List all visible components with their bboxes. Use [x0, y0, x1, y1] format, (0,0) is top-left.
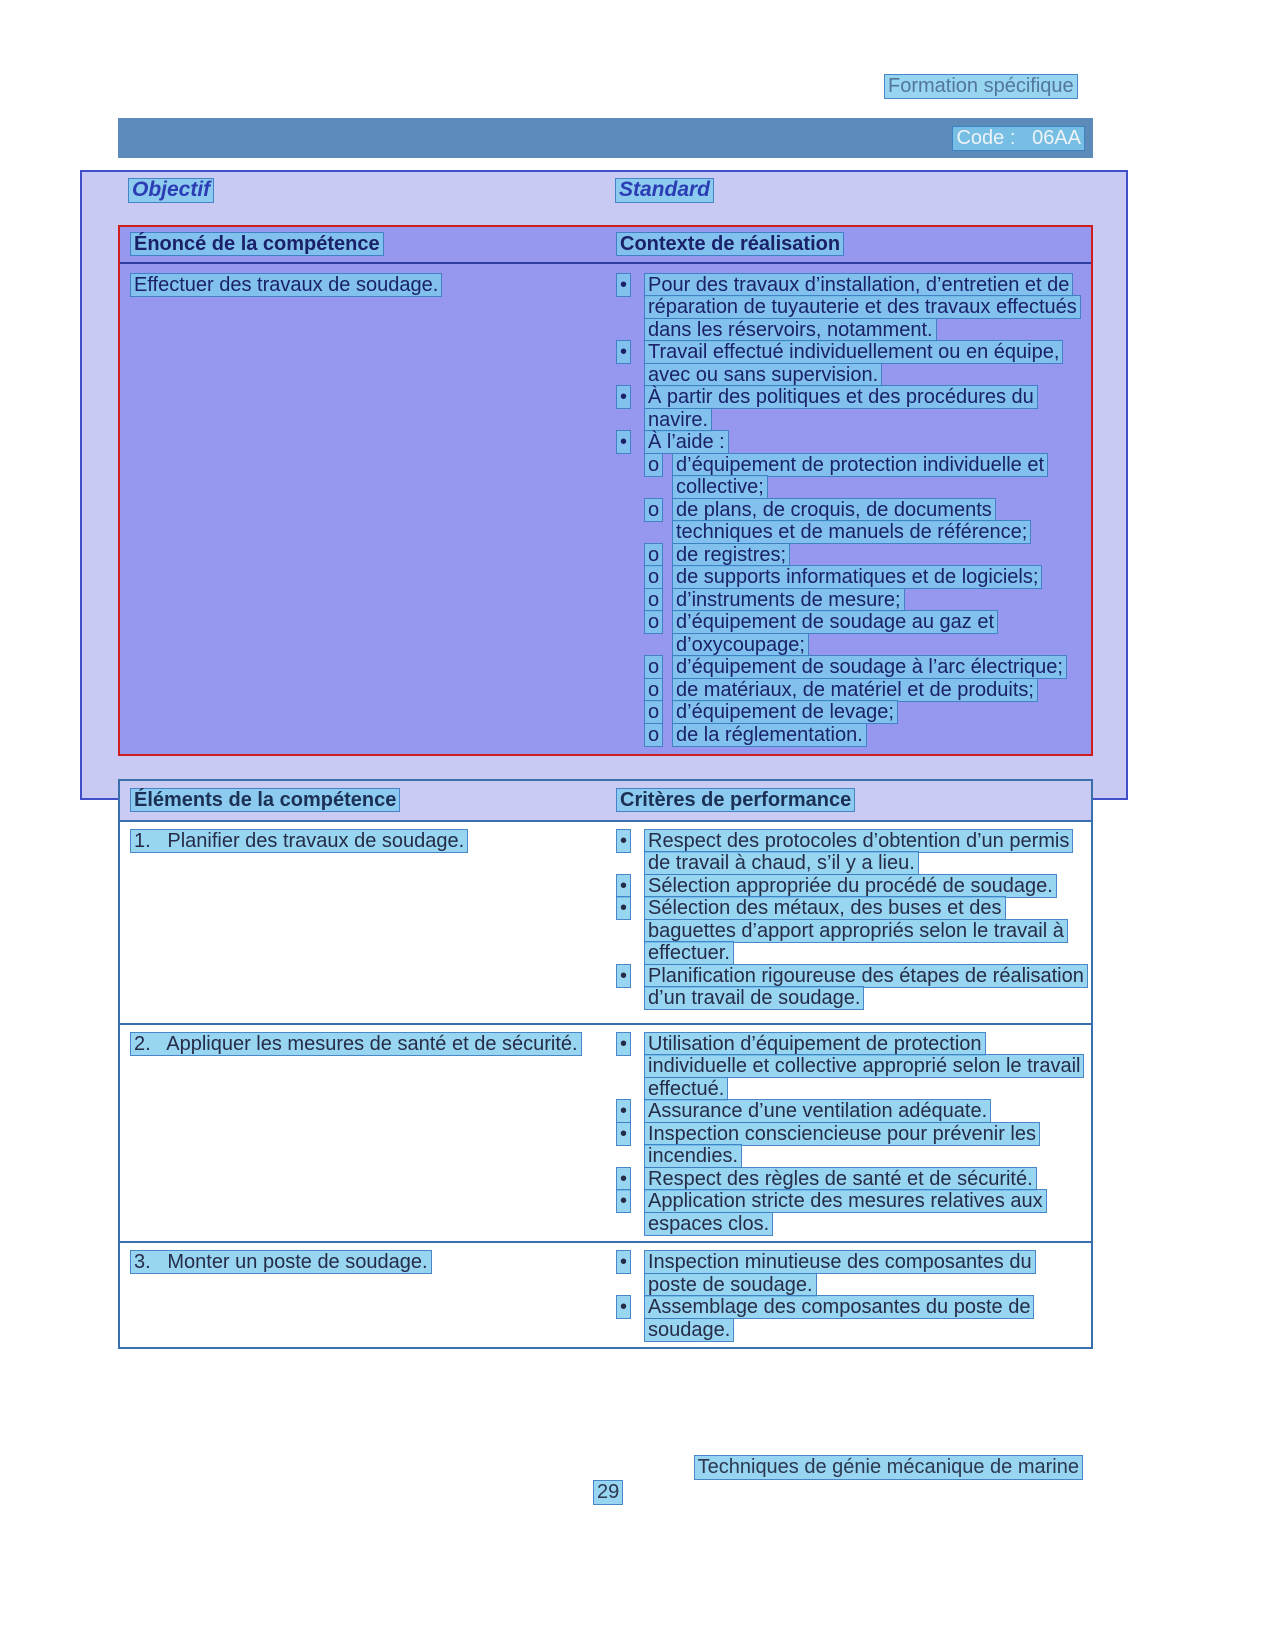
context-item — [616, 724, 1084, 747]
bullet-body — [672, 656, 1084, 679]
bullet-marker-cell — [616, 1033, 644, 1056]
page-number: 29 — [593, 1480, 623, 1505]
bullet-body — [644, 1168, 1084, 1191]
bullet-icon: • — [616, 874, 631, 898]
context-text: Pour des travaux d’installation, d’entretien et de réparation de tuyauterie et des travaux effectués dans les réservoirs, notamment. — [644, 273, 1081, 342]
element-label: 3. Monter un poste de soudage. — [130, 1250, 432, 1274]
bullet-marker-cell — [644, 589, 672, 612]
context-item — [616, 454, 1084, 499]
bullet-marker-cell — [616, 965, 644, 988]
criteria-list — [606, 1033, 1091, 1236]
context-text: À l’aide : — [644, 430, 729, 454]
bullet-body — [644, 897, 1084, 965]
context-text: de supports informatiques et de logiciels; — [672, 565, 1042, 589]
bullet-body — [672, 589, 1084, 612]
bullet-icon: o — [644, 498, 663, 522]
bullet-marker-cell — [616, 1100, 644, 1123]
context-item — [616, 566, 1084, 589]
bullet-marker-cell — [616, 431, 644, 454]
criteria-item — [616, 830, 1084, 875]
context-item — [616, 499, 1084, 544]
bullet-body — [672, 724, 1084, 747]
elements-header: Éléments de la compétence — [130, 788, 400, 812]
bullet-marker-cell — [616, 1190, 644, 1213]
bullet-icon: o — [644, 610, 663, 634]
bullet-body — [644, 1190, 1084, 1235]
bullet-marker-cell — [616, 875, 644, 898]
bullet-body — [672, 701, 1084, 724]
table2-header-left-cell — [120, 789, 606, 812]
bullet-icon: • — [616, 1295, 631, 1319]
criteria-text: Inspection minutieuse des composantes du poste de soudage. — [644, 1250, 1036, 1297]
bullet-icon: • — [616, 1032, 631, 1056]
context-item — [616, 386, 1084, 431]
bullet-body — [644, 1123, 1084, 1168]
context-item — [616, 341, 1084, 386]
standard-heading: Standard — [615, 178, 714, 203]
footer-program-title: Techniques de génie mécanique de marine — [694, 1455, 1083, 1480]
criteria-item — [616, 1251, 1084, 1296]
bullet-body — [644, 1033, 1084, 1101]
elements-criteria-table — [118, 779, 1093, 1349]
bullet-icon: o — [644, 700, 663, 724]
context-text: de plans, de croquis, de documents techniques et de manuels de référence; — [672, 498, 1031, 545]
bullet-body — [672, 611, 1084, 656]
bullet-marker-cell — [616, 1296, 644, 1319]
element-row — [120, 822, 1091, 1025]
bullet-body — [644, 1100, 1084, 1123]
bullet-body — [644, 875, 1084, 898]
title-bar — [118, 118, 1093, 158]
context-item — [616, 431, 1084, 454]
context-text: de matériaux, de matériel et de produits; — [672, 678, 1038, 702]
table2-header-row — [120, 781, 1091, 822]
criteria-item — [616, 897, 1084, 965]
enonce-header: Énoncé de la compétence — [130, 232, 384, 256]
bullet-icon: • — [616, 964, 631, 988]
criteria-item — [616, 875, 1084, 898]
bullet-marker-cell — [616, 1123, 644, 1146]
element-cell — [120, 1033, 606, 1236]
criteria-list — [606, 830, 1091, 1017]
bullet-icon: • — [616, 1189, 631, 1213]
bullet-icon: • — [616, 385, 631, 409]
bullet-marker-cell — [616, 897, 644, 920]
competence-statement: Effectuer des travaux de soudage. — [130, 273, 442, 297]
bullet-marker-cell — [644, 544, 672, 567]
bullet-body — [644, 965, 1084, 1010]
objectif-heading: Objectif — [128, 178, 214, 203]
table1-header-row — [120, 227, 1091, 264]
bullet-marker-cell — [644, 566, 672, 589]
bullet-marker-cell — [616, 386, 644, 409]
contexte-header: Contexte de réalisation — [616, 232, 844, 256]
bullet-icon: • — [616, 1099, 631, 1123]
bullet-marker-cell — [644, 656, 672, 679]
criteria-text: Inspection consciencieuse pour prévenir les incendies. — [644, 1122, 1040, 1169]
element-cell — [120, 1251, 606, 1341]
bullet-icon: • — [616, 1167, 631, 1191]
criteria-text: Sélection des métaux, des buses et des baguettes d’apport appropriés selon le travail à effectuer. — [644, 896, 1068, 965]
bullet-body — [644, 1296, 1084, 1341]
context-text: d’équipement de levage; — [672, 700, 898, 724]
table1-header-right-cell — [606, 233, 1091, 256]
element-cell — [120, 830, 606, 1017]
table2-header-right-cell — [606, 789, 1091, 812]
criteria-text: Utilisation d’équipement de protection individuelle et collective approprié selon le travail effectué. — [644, 1032, 1084, 1101]
criteres-header: Critères de performance — [616, 788, 855, 812]
context-item — [616, 589, 1084, 612]
objectif-standard-row — [82, 172, 1126, 223]
element-label: 1. Planifier des travaux de soudage. — [130, 829, 468, 853]
criteria-list — [606, 1251, 1091, 1341]
competence-context-table — [118, 225, 1093, 756]
bullet-icon: • — [616, 273, 631, 297]
bullet-body — [672, 566, 1084, 589]
context-item — [616, 274, 1084, 342]
bullet-body — [672, 679, 1084, 702]
bullet-icon: • — [616, 1250, 631, 1274]
criteria-item — [616, 1296, 1084, 1341]
bullet-marker-cell — [644, 611, 672, 634]
bullet-marker-cell — [616, 1168, 644, 1191]
bullet-icon: • — [616, 829, 631, 853]
bullet-icon: o — [644, 543, 663, 567]
criteria-text: Assemblage des composantes du poste de soudage. — [644, 1295, 1034, 1342]
criteria-text: Assurance d’une ventilation adéquate. — [644, 1099, 991, 1123]
bullet-icon: o — [644, 565, 663, 589]
context-text: de registres; — [672, 543, 790, 567]
element-label: 2. Appliquer les mesures de santé et de sécurité. — [130, 1032, 582, 1056]
bullet-icon: • — [616, 340, 631, 364]
context-text: d’équipement de soudage au gaz et d’oxycoupage; — [672, 610, 998, 657]
criteria-item — [616, 1100, 1084, 1123]
bullet-body — [644, 341, 1084, 386]
context-item — [616, 544, 1084, 567]
table1-header-left-cell — [120, 233, 606, 256]
criteria-item — [616, 1190, 1084, 1235]
bullet-marker-cell — [644, 454, 672, 477]
bullet-body — [644, 431, 1084, 454]
bullet-marker-cell — [616, 274, 644, 297]
bullet-icon: o — [644, 588, 663, 612]
criteria-text: Planification rigoureuse des étapes de réalisation d’un travail de soudage. — [644, 964, 1088, 1011]
bullet-icon: o — [644, 453, 663, 477]
context-text: de la réglementation. — [672, 723, 867, 747]
bullet-body — [644, 386, 1084, 431]
context-item — [616, 656, 1084, 679]
context-bullet-list — [606, 274, 1091, 747]
objectif-standard-panel — [80, 170, 1128, 800]
criteria-item — [616, 1123, 1084, 1168]
bullet-icon: o — [644, 678, 663, 702]
bullet-marker-cell — [644, 499, 672, 522]
criteria-item — [616, 965, 1084, 1010]
criteria-item — [616, 1168, 1084, 1191]
element-row — [120, 1243, 1091, 1347]
element-row — [120, 1025, 1091, 1244]
bullet-marker-cell — [616, 830, 644, 853]
bullet-icon: o — [644, 655, 663, 679]
context-item — [616, 701, 1084, 724]
bullet-marker-cell — [644, 679, 672, 702]
criteria-text: Respect des protocoles d’obtention d’un permis de travail à chaud, s’il y a lieu. — [644, 829, 1073, 876]
criteria-item — [616, 1033, 1084, 1101]
bullet-body — [672, 454, 1084, 499]
bullet-icon: o — [644, 723, 663, 747]
bullet-marker-cell — [616, 1251, 644, 1274]
context-text: d’instruments de mesure; — [672, 588, 905, 612]
context-item — [616, 611, 1084, 656]
criteria-text: Application stricte des mesures relatives aux espaces clos. — [644, 1189, 1047, 1236]
competence-cell — [120, 274, 606, 747]
bullet-body — [672, 499, 1084, 544]
bullet-icon: • — [616, 430, 631, 454]
context-item — [616, 679, 1084, 702]
header-note: Formation spécifique — [884, 74, 1078, 99]
bullet-body — [644, 830, 1084, 875]
table1-body-row — [120, 264, 1091, 755]
context-text: À partir des politiques et des procédures du navire. — [644, 385, 1038, 432]
criteria-text: Sélection appropriée du procédé de soudage. — [644, 874, 1057, 898]
context-text: d’équipement de soudage à l’arc électrique; — [672, 655, 1067, 679]
bullet-marker-cell — [644, 724, 672, 747]
context-text: Travail effectué individuellement ou en équipe, avec ou sans supervision. — [644, 340, 1063, 387]
bullet-icon: • — [616, 1122, 631, 1146]
criteria-text: Respect des règles de santé et de sécurité. — [644, 1167, 1037, 1191]
context-text: d’équipement de protection individuelle et collective; — [672, 453, 1048, 500]
bullet-body — [672, 544, 1084, 567]
code-label: Code : 06AA — [952, 126, 1085, 151]
bullet-body — [644, 1251, 1084, 1296]
bullet-marker-cell — [616, 341, 644, 364]
bullet-icon: • — [616, 896, 631, 920]
bullet-marker-cell — [644, 701, 672, 724]
bullet-body — [644, 274, 1084, 342]
